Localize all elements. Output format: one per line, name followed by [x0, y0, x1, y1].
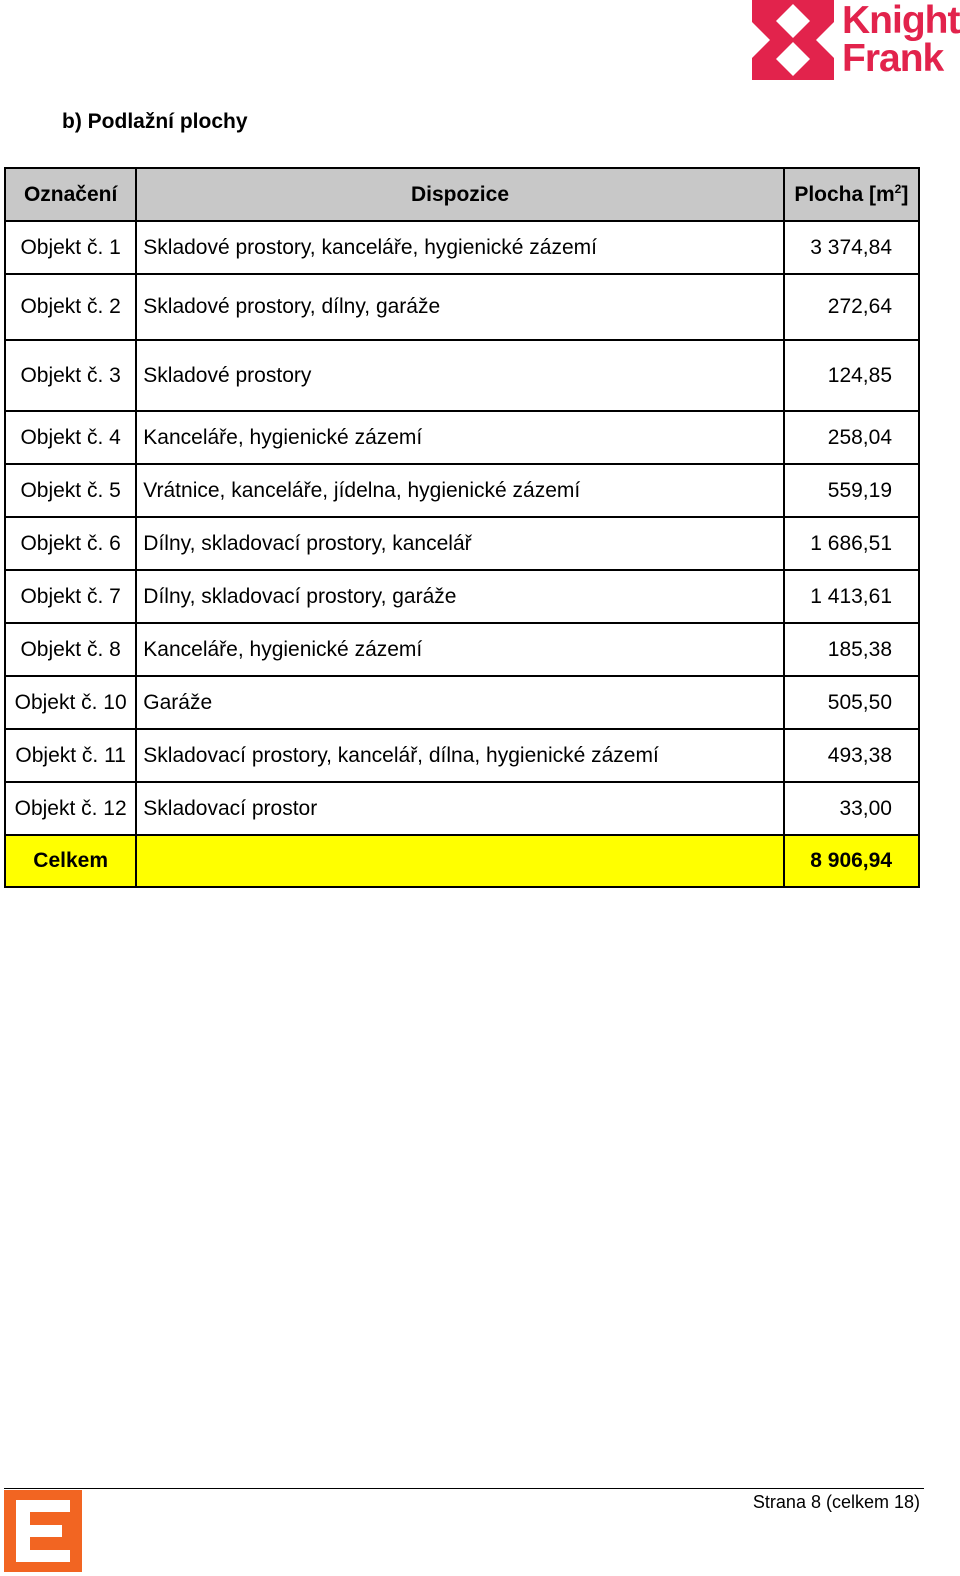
cell-area: 1 413,61 — [784, 570, 919, 623]
cell-designation: Objekt č. 10 — [5, 676, 136, 729]
cell-disposition: Skladové prostory, kanceláře, hygienické zázemí — [136, 221, 783, 274]
cell-disposition: Dílny, skladovací prostory, garáže — [136, 570, 783, 623]
cell-designation: Objekt č. 3 — [5, 340, 136, 411]
cell-disposition: Dílny, skladovací prostory, kancelář — [136, 517, 783, 570]
cez-logo — [4, 1490, 82, 1572]
total-label: Celkem — [5, 835, 136, 887]
header-area-end: ] — [901, 183, 909, 206]
table-row — [5, 782, 919, 835]
table-row — [5, 676, 919, 729]
cell-disposition: Vrátnice, kanceláře, jídelna, hygienické zázemí — [136, 464, 783, 517]
footer-divider — [4, 1488, 924, 1489]
knight-frank-wordmark — [842, 2, 960, 78]
knight-frank-logo — [752, 0, 960, 82]
cell-disposition: Skladové prostory, dílny, garáže — [136, 274, 783, 340]
header-area — [784, 168, 919, 221]
cell-disposition: Kanceláře, hygienické zázemí — [136, 623, 783, 676]
header-designation: Označení — [5, 168, 136, 221]
section-title: b) Podlažní plochy — [62, 110, 248, 133]
header-area-label: Plocha [m — [794, 183, 895, 206]
total-area: 8 906,94 — [784, 835, 919, 887]
cell-disposition: Skladovací prostor — [136, 782, 783, 835]
cell-area: 258,04 — [784, 411, 919, 464]
cell-area: 505,50 — [784, 676, 919, 729]
table-row — [5, 623, 919, 676]
cell-designation: Objekt č. 8 — [5, 623, 136, 676]
cell-disposition: Kanceláře, hygienické zázemí — [136, 411, 783, 464]
table-row — [5, 729, 919, 782]
table-row — [5, 221, 919, 274]
cell-designation: Objekt č. 6 — [5, 517, 136, 570]
cell-area: 559,19 — [784, 464, 919, 517]
cell-designation: Objekt č. 5 — [5, 464, 136, 517]
floor-area-table — [4, 167, 920, 888]
cell-designation: Objekt č. 4 — [5, 411, 136, 464]
cell-area: 272,64 — [784, 274, 919, 340]
cell-area: 493,38 — [784, 729, 919, 782]
brand-name-line1: Knight — [842, 0, 960, 42]
total-row — [5, 835, 919, 887]
cell-area: 1 686,51 — [784, 517, 919, 570]
cell-designation: Objekt č. 12 — [5, 782, 136, 835]
table-row — [5, 464, 919, 517]
cell-disposition: Skladové prostory — [136, 340, 783, 411]
table-row — [5, 340, 919, 411]
cell-disposition: Skladovací prostory, kancelář, dílna, hygienické zázemí — [136, 729, 783, 782]
table-row — [5, 570, 919, 623]
cell-area: 185,38 — [784, 623, 919, 676]
cell-area: 3 374,84 — [784, 221, 919, 274]
cell-disposition: Garáže — [136, 676, 783, 729]
brand-name-line2: Frank — [842, 37, 944, 80]
header-area-sup: 2 — [894, 182, 902, 196]
total-disposition — [136, 835, 783, 887]
table-row — [5, 517, 919, 570]
cell-area: 33,00 — [784, 782, 919, 835]
cell-area: 124,85 — [784, 340, 919, 411]
cell-designation: Objekt č. 2 — [5, 274, 136, 340]
page-number: Strana 8 (celkem 18) — [752, 1492, 920, 1512]
knight-frank-logo-mark — [752, 0, 834, 80]
table-row — [5, 274, 919, 340]
header-disposition: Dispozice — [136, 168, 783, 221]
table-header-row — [5, 168, 919, 221]
table-row — [5, 411, 919, 464]
cell-designation: Objekt č. 11 — [5, 729, 136, 782]
cell-designation: Objekt č. 7 — [5, 570, 136, 623]
cell-designation: Objekt č. 1 — [5, 221, 136, 274]
